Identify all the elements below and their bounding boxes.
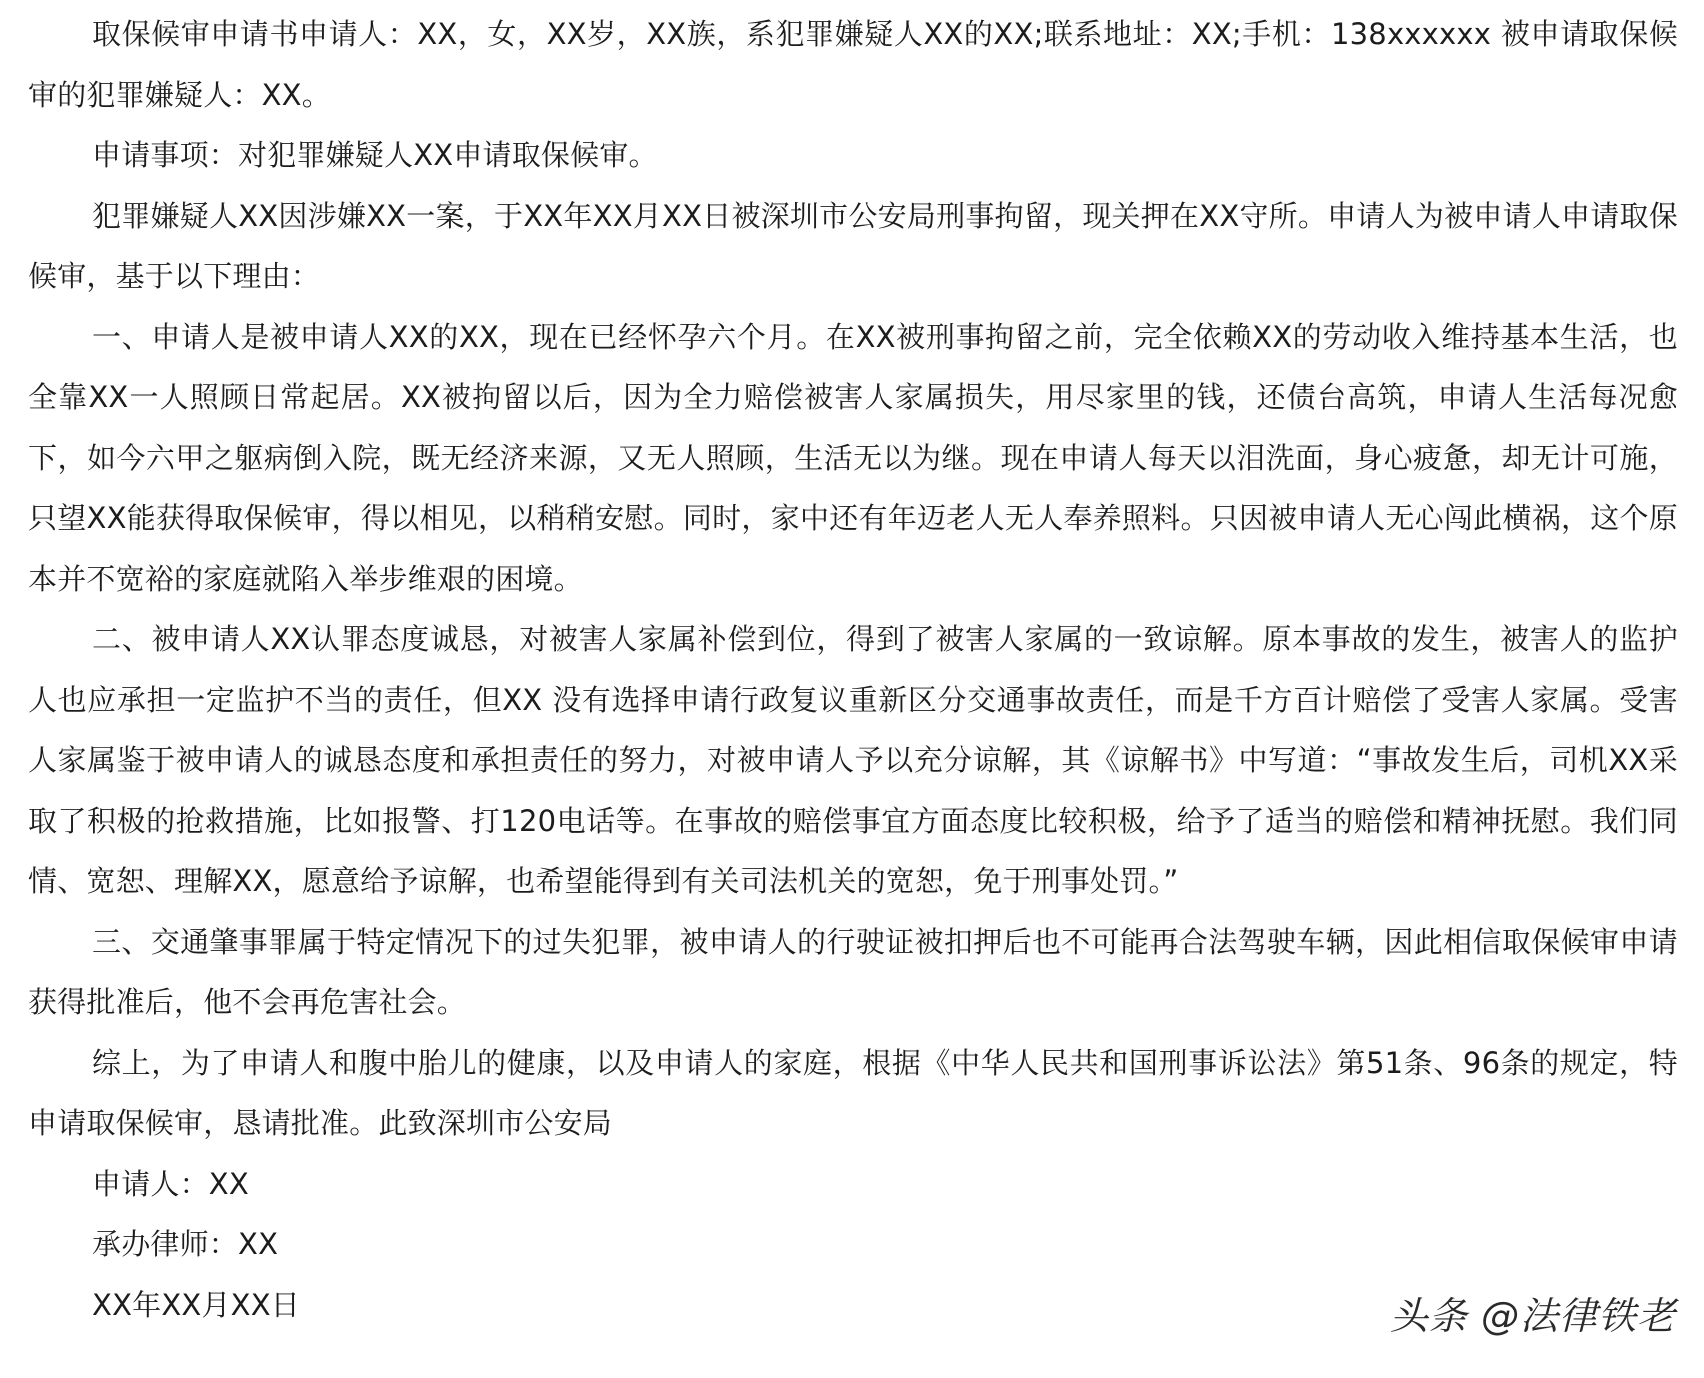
paragraph-conclusion: 综上，为了申请人和腹中胎儿的健康，以及申请人的家庭，根据《中华人民共和国刑事诉讼法》第51条、96条的规定，特申请取保候审，恳请批准。此致深圳市公安局 (28, 1045, 1678, 1140)
paragraph-reason-two: 二、被申请人XX认罪态度诚恳，对被害人家属补偿到位，得到了被害人家属的一致谅解。原本事故的发生，被害人的监护人也应承担一定监护不当的责任，但XX 没有选择申请行政复议重新区分交通事故责任，而是千方百计赔偿了受害人家属。受害人家属鉴于被申请人的诚恳态度和承担责任的努力，对被申请人予以充分谅解，其《谅解书》中写道：“事故发生后，司机XX采取了积极的抢救措施，比如报警、打120电话等。在事故的赔偿事宜方面态度比较积极，给予了适当的赔偿和精神抚慰。我们同情、宽恕、理解XX，愿意给予谅解，也希望能得到有关司法机关的宽恕，免于刑事处罚。” (28, 622, 1678, 898)
application-document (28, 4, 1678, 1335)
paragraph-reason-three: 三、交通肇事罪属于特定情况下的过失犯罪，被申请人的行驶证被扣押后也不可能再合法驾驶车辆，因此相信取保候审申请获得批准后，他不会再危害社会。 (28, 924, 1678, 1019)
signature-applicant: 申请人：XX (92, 1166, 249, 1201)
paragraph-reason-one: 一、申请人是被申请人XX的XX，现在已经怀孕六个月。在XX被刑事拘留之前，完全依赖XX的劳动收入维持基本生活，也全靠XX一人照顾日常起居。XX被拘留以后，因为全力赔偿被害人家属损失，用尽家里的钱，还债台高筑，申请人生活每况愈下，如今六甲之躯病倒入院，既无经济来源，又无人照顾，生活无以为继。现在申请人每天以泪洗面，身心疲惫，却无计可施，只望XX能获得取保候审，得以相见，以稍稍安慰。同时，家中还有年迈老人无人奉养照料。只因被申请人无心闯此横祸，这个原本并不宽裕的家庭就陷入举步维艰的困境。 (28, 319, 1678, 596)
signature-lawyer: 承办律师：XX (92, 1227, 279, 1261)
signature-date: XX年XX月XX日 (92, 1287, 301, 1322)
paragraph-header-parties: 取保候审申请书申请人：XX，女，XX岁，XX族，系犯罪嫌疑人XX的XX;联系地址：XX;手机：138xxxxxx 被申请取保候审的犯罪嫌疑人：XX。 (28, 17, 1678, 112)
watermark-toutiao-author: 头条 @法律铁老 (1389, 1294, 1676, 1338)
paragraph-request-item: 申请事项：对犯罪嫌疑人XX申请取保候审。 (92, 138, 658, 172)
paragraph-case-facts: 犯罪嫌疑人XX因涉嫌XX一案，于XX年XX月XX日被深圳市公安局刑事拘留，现关押在XX守所。申请人为被申请人申请取保候审，基于以下理由： (28, 198, 1678, 293)
